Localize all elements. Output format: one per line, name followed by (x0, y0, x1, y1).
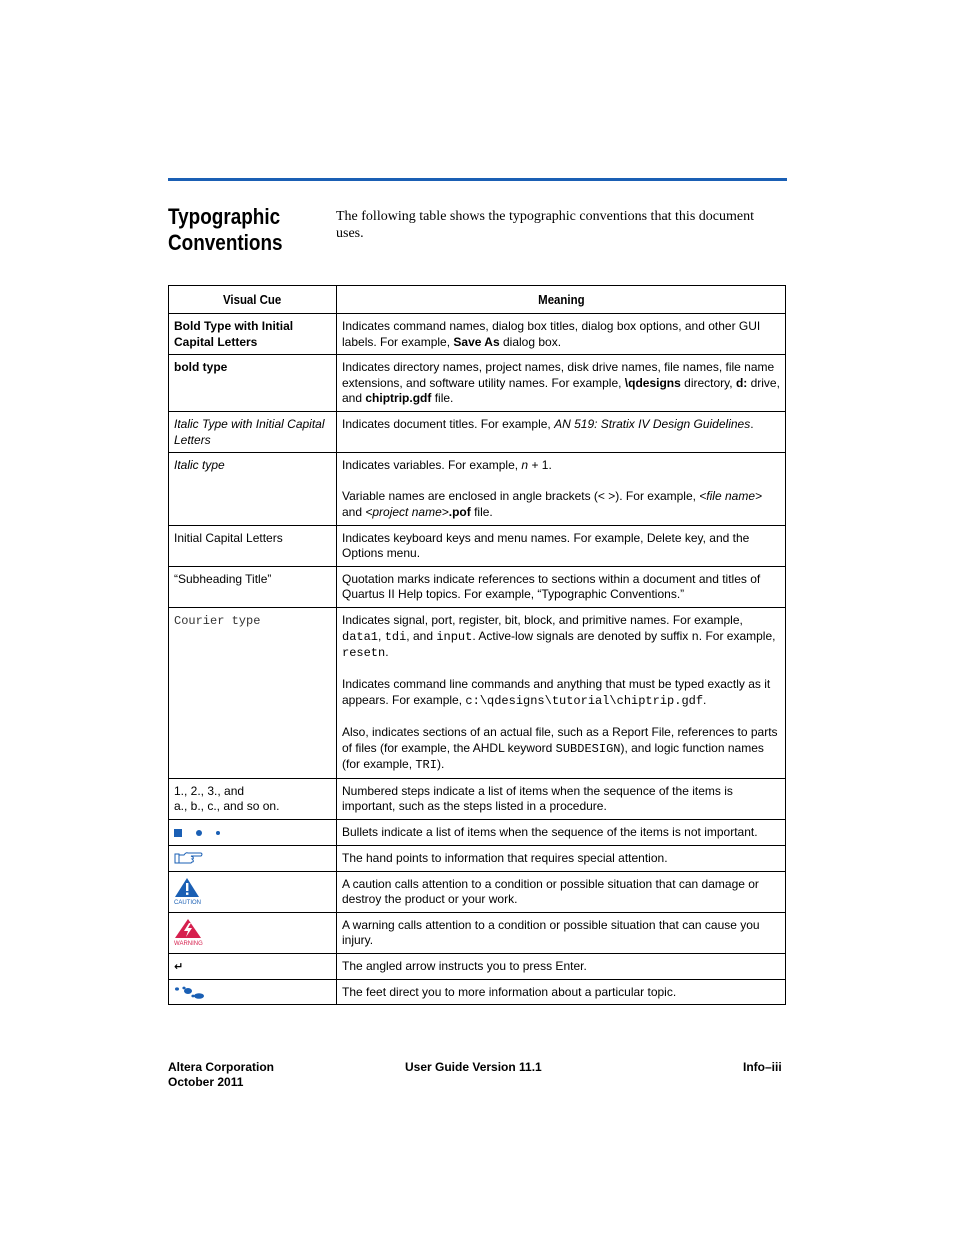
footer-date: October 2011 (168, 1075, 244, 1089)
round-bullet-icon (196, 830, 202, 836)
cue-cell (169, 954, 337, 980)
meaning-cell: Numbered steps indicate a list of items when the sequence of the items is important, such as the steps listed in a procedure. (337, 778, 786, 819)
meaning-cell: Indicates document titles. For example, AN 519: Stratix IV Design Guidelines. (337, 411, 786, 452)
table-row (169, 846, 786, 872)
enter-arrow-icon: ↵ (174, 960, 184, 973)
table-row (169, 314, 786, 355)
meaning-cell: Indicates signal, port, register, bit, block, and primitive names. For example, data1, tdi, and input. Active-low signals are denoted by suffix n. For example, resetn. Indicates command line commands and anything that must be typed exactly as it appears. For example, c:\qdesigns\tutorial\chiptrip.gdf. Also, indicates sections of an actual file, such as a Report File, references to parts of files (for example, the AHDL keyword SUBDESIGN), and logic function names (for example, TRI). (337, 607, 786, 778)
meaning-cell: Bullets indicate a list of items when the sequence of the items is not important. (337, 820, 786, 846)
cue-cell (169, 820, 337, 846)
small-bullet-icon (216, 831, 220, 835)
table-row (169, 607, 786, 778)
square-bullet-icon (174, 829, 182, 837)
cue-cell: “Subheading Title” (169, 566, 337, 607)
cue-cell: 1., 2., 3., and a., b., c., and so on. (169, 778, 337, 819)
footer-guide-version: User Guide Version 11.1 (405, 1060, 542, 1074)
warning-icon (174, 918, 206, 946)
cue-cell (169, 871, 337, 912)
footer-company: Altera Corporation (168, 1060, 275, 1074)
meaning-cell: Indicates directory names, project names, disk drive names, file names, file name extensions, and software utility names. For example, \qdesigns directory, d: drive, and chiptrip.gdf file. (337, 355, 786, 412)
section-rule (168, 178, 787, 181)
bullet-icons (174, 825, 331, 841)
meaning-cell: Indicates command names, dialog box titles, dialog box options, and other GUI labels. For example, Save As dialog box. (337, 314, 786, 355)
table-header-row (169, 286, 786, 314)
svg-text:WARNING: WARNING (174, 940, 203, 946)
meaning-cell: The hand points to information that requires special attention. (337, 846, 786, 872)
conventions-table (168, 285, 786, 1005)
table-row (169, 525, 786, 566)
meaning-cell: Indicates keyboard keys and menu names. For example, Delete key, and the Options menu. (337, 525, 786, 566)
svg-text:CAUTION: CAUTION (174, 899, 201, 905)
cue-cell (169, 979, 337, 1005)
section-title-line2: Conventions (168, 230, 283, 255)
cue-cell: bold type (169, 355, 337, 412)
cue-cell: Bold Type with Initial Capital Letters (169, 314, 337, 355)
section-title-line1: Typographic (168, 204, 281, 229)
meaning-cell: The feet direct you to more information about a particular topic. (337, 979, 786, 1005)
cue-cell (169, 912, 337, 953)
table-row (169, 453, 786, 525)
caution-icon (174, 877, 206, 905)
section-title (168, 204, 297, 256)
table-row (169, 871, 786, 912)
cue-cell: Italic type (169, 453, 337, 525)
meaning-cell: A warning calls attention to a condition or possible situation that can cause you injury. (337, 912, 786, 953)
table-row (169, 355, 786, 412)
intro-paragraph: The following table shows the typographic conventions that this document uses. (336, 209, 754, 241)
table-row (169, 778, 786, 819)
table-row (169, 820, 786, 846)
table-row (169, 566, 786, 607)
meaning-cell: The angled arrow instructs you to press Enter. (337, 954, 786, 980)
cue-cell (169, 846, 337, 872)
cue-cell: Courier type (169, 607, 337, 778)
column-header-meaning: Meaning (337, 286, 786, 314)
pointing-hand-icon (174, 851, 204, 865)
feet-icon (174, 985, 208, 999)
meaning-cell: Quotation marks indicate references to sections within a document and titles of Quartus II Help topics. For example, “Typographic Conventions.” (337, 566, 786, 607)
table-row (169, 912, 786, 953)
meaning-cell: Indicates variables. For example, n + 1. Variable names are enclosed in angle brackets (< >). For example, <file name> and <project name>.pof file. (337, 453, 786, 525)
cue-cell: Initial Capital Letters (169, 525, 337, 566)
footer-page-number: Info–iii (743, 1060, 782, 1074)
table-row (169, 411, 786, 452)
column-header-visual-cue: Visual Cue (169, 286, 337, 314)
meaning-cell: A caution calls attention to a condition or possible situation that can damage or destroy the product or your work. (337, 871, 786, 912)
table-row (169, 954, 786, 980)
cue-cell: Italic Type with Initial Capital Letters (169, 411, 337, 452)
footer-left (168, 1060, 274, 1090)
table-row (169, 979, 786, 1005)
